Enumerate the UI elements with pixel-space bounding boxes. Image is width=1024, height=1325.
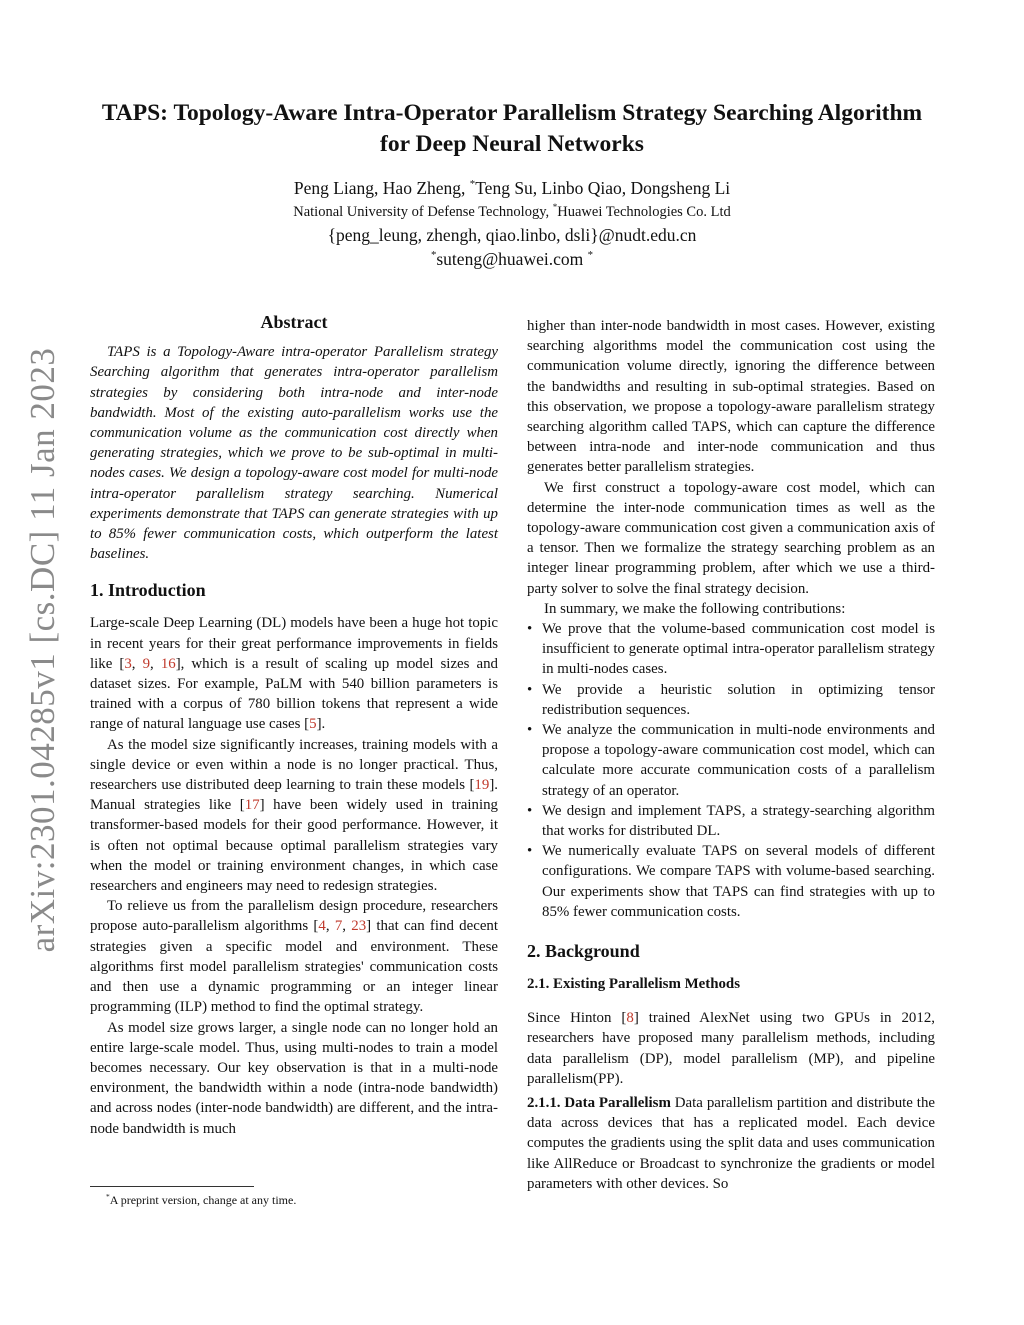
contributions-list [527,619,935,922]
abstract-heading: Abstract [260,312,328,332]
bg-p1-a: Since Hinton [ [527,1010,627,1027]
authors [60,177,964,199]
citation-16[interactable]: 16 [160,655,176,672]
affiliations [60,203,964,221]
paper-title [60,98,964,160]
list-item: • We analyze the communication in multi-node environments and propose a topology-aware communication cost model, which can calculate more accurate communication costs of a parallelism strategy of an operator. [527,720,935,801]
intro-p2-a: As the model size significantly increases, training models with a single device or even within a node is no longer practical. Thus, researchers use distributed deep learning to train these models [ [90,736,498,794]
intro-paragraph-7: In summary, we make the following contributions: [544,600,846,617]
footnote-text: A preprint version, change at any time. [109,1193,297,1207]
citation-23[interactable]: 23 [351,918,367,935]
intro-paragraph-5: higher than inter-node bandwidth in most cases. However, existing searching algorithms model the communication cost using the communication volume directly, ignoring the difference between the bandwidths and resulting in sub-optimal strategies. Based on this observation, we propose a topology-aware parallelism strategy searching algorithm called TAPS, which can capture the difference between intra-node and inter-node communication and thus generates better parallelism strategies. [527,318,935,476]
email-primary: {peng_leung, zhengh, qiao.linbo, dsli}@nudt.edu.cn [327,225,697,245]
abstract-text: TAPS is a Topology-Aware intra-operator Parallelism strategy Searching algorithm that generates intra-operator parallelism strategies by considering both intra-node and inter-node bandwidth. Most of the existing auto-parallelism works use the communication volume as the communication cost directly when generating strategies, which we prove to be sub-optimal in multi-nodes cases. We design a topology-aware cost model for multi-node intra-operator parallelism strategy searching. Numerical experiments demonstrate that TAPS can generate strategies with up to 85% fewer communication costs, which outperform the latest baselines. [90,344,498,563]
data-parallelism-label: 2.1.1. Data Parallelism [527,1094,671,1111]
intro-p3-b: ] that can find decent strategies given a specific model and environment. These algorithms first model parallelism strategies' communication costs and then use a dynamic programming or an integer linear programming (ILP) method to find the optimal strategy. [90,918,499,1016]
data-parallelism-text: Data parallelism partition and distribute the data across devices that has a replicated model. Each device computes the gradients using the split data and uses communication like AllReduce or Broadcast to synchronize the gradients or model parameters with other devices. So [527,1094,935,1192]
affil-a: National University of Defense Technology, [293,204,553,220]
right-column [527,316,935,1194]
footnote-mark: * [106,1192,110,1201]
existing-methods-heading: 2.1. Existing Parallelism Methods [527,976,741,993]
intro-paragraph-6: We first construct a topology-aware cost model, which can determine the inter-node communication times as well as the topology-aware communication cost given a communication axis of a tensor. Then we formalize the strategy searching problem as an integer linear programming problem, after which we use a third-party solver to solve the final strategy decision. [527,479,935,597]
background-heading: 2. Background [527,941,640,962]
footnote [106,1192,296,1208]
citation-8[interactable]: 8 [626,1010,634,1027]
left-column [90,312,498,1139]
affil-b: Huawei Technologies Co. Ltd [557,204,731,220]
intro-p3-a: To relieve us from the parallelism design procedure, researchers propose auto-parallelism algorithms [ [90,898,498,935]
title-line-2: for Deep Neural Networks [380,131,644,157]
list-item: • We design and implement TAPS, a strategy-searching algorithm that works for distributed DL. [527,801,935,841]
footnote-rule [90,1186,254,1187]
intro-paragraph-3: To relieve us from the parallelism design procedure, researchers propose auto-parallelism algorithms [4, 7, 23] that can find decent strategies given a specific model and environment. These algorithms first model parallelism strategies' communication costs and then use a dynamic programming or an integer linear programming (ILP) method to find the optimal strategy. [90,898,499,1016]
citation-5[interactable]: 5 [309,716,317,733]
list-item: • We prove that the volume-based communication cost model is insufficient to generate optimal intra-operator parallelism strategy in multi-nodes cases. [527,619,935,680]
list-item: • We numerically evaluate TAPS on several models of different configurations. We compare TAPS with volume-based searching. Our experiments show that TAPS can find strategies with up to 85% fewer communication costs. [527,841,935,922]
authors-a: Peng Liang, Hao Zheng, [293,178,470,198]
list-item: • We provide a heuristic solution in optimizing tensor redistribution sequences. [527,680,935,720]
introduction-heading: 1. Introduction [90,580,206,601]
citation-7[interactable]: 7 [334,918,343,935]
email-secondary [60,248,964,270]
citation-9[interactable]: 9 [142,655,151,672]
arxiv-watermark: arXiv:2301.04285v1 [cs.DC] 11 Jan 2023 [23,347,62,953]
background-paragraph-1 [527,1008,935,1089]
intro-paragraph-4: As model size grows larger, a single node can no longer hold an entire large-scale model. Thus, using multi-nodes to train a model becomes necessary. Our key observation is that in a multi-node environment, the bandwidth within a node (intra-node bandwidth) and across nodes (inter-node bandwidth) are different, and the intra-node bandwidth is much [90,1019,498,1137]
intro-paragraph-1: Large-scale Deep Learning (DL) models have been a huge hot topic in recent years for their great performance improvements in fields like [3, 9, 16], which is a result of scaling up model sizes and dataset sizes. For example, PaLM with 540 billion parameters is trained with a corpus of 780 billion tokens that represent a wide range of natural language use cases [5]. [90,615,499,733]
citation-17[interactable]: 17 [244,797,260,814]
citation-19[interactable]: 19 [474,777,490,794]
bg-p1-b: ] trained AlexNet using two GPUs in 2012, researchers have proposed many parallelism methods, including data parallelism (DP), model parallelism (MP), and pipeline parallelism(PP). [527,1010,935,1087]
intro-p1-c: ]. [316,716,326,733]
authors-b: Teng Su, Linbo Qiao, Dongsheng Li [475,178,731,198]
authors-mark: * [469,178,476,191]
intro-p1-a: Large-scale Deep Learning (DL) models have been a huge hot topic in recent years for their great performance improvements in fields like [ [90,615,498,672]
citation-4[interactable]: 4 [318,918,326,935]
email2-mark: * [430,249,437,262]
intro-p2-c: ] have been widely used in training transformer-based models for their good performance. However, it is often not optimal because optimal parallelism strategies vary when the model or training environment changes, in which case researchers and engineers may need to redesign strategies. [90,797,498,895]
data-parallelism-paragraph [527,1093,935,1194]
affil-mark: * [552,202,558,213]
intro-p2-b: ]. Manual strategies like [ [90,777,498,814]
title-line-1: TAPS: Topology-Aware Intra-Operator Parallelism Strategy Searching Algorithm [101,100,923,126]
intro-p1-b: ], which is a result of scaling up model sizes and dataset sizes. For example, PaLM with 540 billion parameters is trained with a corpus of 780 billion tokens that represent a wide range of natural language use cases [ [90,655,499,733]
intro-paragraph-2 [90,735,498,897]
citation-3[interactable]: 3 [124,655,132,672]
email2-note: * [587,249,594,262]
email2-text: suteng@huawei.com [436,249,584,269]
